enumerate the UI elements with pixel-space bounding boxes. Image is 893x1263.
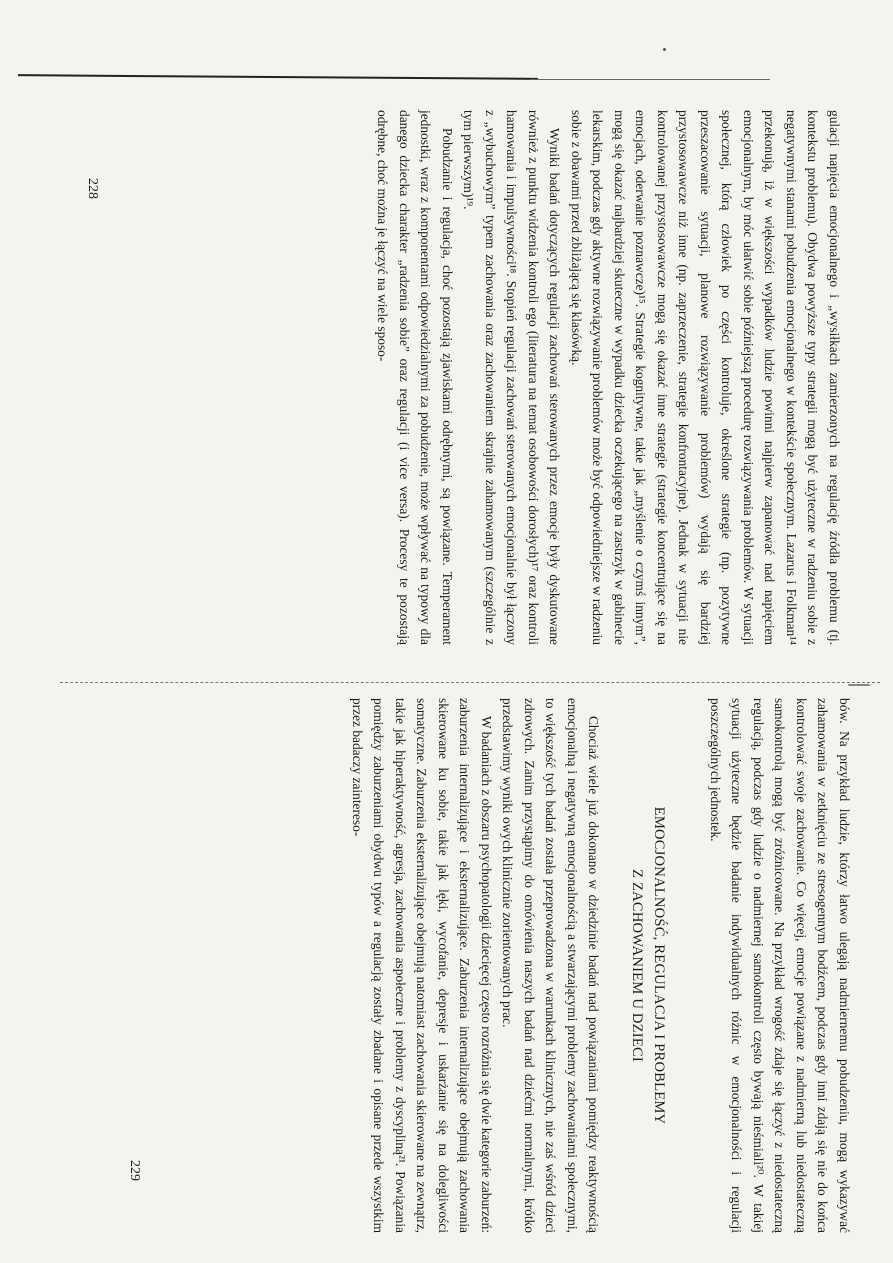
right-paragraph-2: W badaniach z obszaru psychopatologii dziecięcej często rozróżnia się dwie kategorie zaburzeń: zaburzenia internalizujące i eksternalizujące. Zaburzenia internalizujące obejmują zachowania skierowane ku sobie, takie jak lęki, wycofanie, depresje i uskarżanie się na dolegliwości somatyczne. Zaburzenia eksternalizujące obejmują natomiast zachowania skierowane na zewnątrz, takie jak hiperaktywność, agresja, zachowania aspołeczne i problemy z dyscypliną²¹. Powiązania pomiędzy zaburzeniami obydwu typów a regulacją zostały zbadane i opisane przede wszystkim przez badaczy zaintereso- [350,698,494,1233]
left-paragraph-1: gulacji napięcia emocjonalnego i „wysiłkach zamierzonych na regulację źródła problemu (tj. kontekstu problemu). Obydwa powyższe typy strategii mogą być użyteczne w radzeniu sobie z negatywnymi stanami pobudzenia emocjonalnego w kontekście społecznym. Lazarus i Folkman¹⁴ przekonują, iż w większości wypadków ludzie powinni najpierw zapanować nad napięciem emocjonalnym, by móc ułatwić sobie późniejszą procedurę rozwiązywania problemów. W sytuacji społecznej, którą człowiek po części kontroluje, określone strategie (np. pozytywne przeszacowanie sytuacji, planowe rozwiązywanie problemów) wydają się bardziej przystosowawcze niż inne (np. zaprzeczenie, strategie konfrontacyjne). Jednak w sytuacji nie kontrolowanej przystosowawcze mogą się okazać inne strategie (strategie koncentrujące się na emocjach, oderwanie poznawcze)¹⁵. Strategie kognitywne, takie jak „myślenie o czymś innym”, mogą się okazać najbardziej skuteczne w wypadku dziecka oczekującego na zastrzyk w gabinecie lekarskim, podczas gdy aktywne rozwiązywanie problemów może być odpowiedniejsze w radzeniu sobie z obawami przed zbliżającą się klasówką. [569,110,842,645]
section-heading-line-2: Z ZACHOWANIEM U DZIECI [629,869,646,1062]
left-paragraph-3: Pobudzanie i regulacja, choć pozostają zjawiskami odrębnymi, są powiązane. Temperament jednostki, wraz z komponentami odpowiedzialnymi za pobudzenie, może wpływać na typowy dla danego dziecka charakter „radzenia sobie” oraz regulacji (i vice versa). Procesy te pozostają odrębne, choć można je łączyć na wiele sposo- [375,110,455,645]
left-page-text [372,110,845,645]
scan-edge-line [18,74,538,80]
scan-speck [848,684,870,686]
scan-edge-line [530,79,770,80]
page-number-left: 228 [85,178,100,199]
section-heading-line-1: EMOCJONALNOŚĆ, REGULACJA I PROBLEMY [651,806,668,1125]
right-intro-paragraph: bów. Na przykład ludzie, którzy łatwo ulegają nadmiernemu pobudzeniu, mogą wykazywać zahamowania w zetknięciu ze stresogennym bodźcem, podczas gdy inni zdają się nie do końca kontrolować swoje zachowanie. Co więcej, emocje powiązane z nadmierną lub niedostateczną samokontrolą mogą być zróżnicowane. Na przykład wrogość zdaje się łączyć z niedostateczną regulacją, podczas gdy ludzie o nadmiernej samokontroli często bywają nieśmiali²⁰. W takiej sytuacji użyteczne będzie badanie indywidualnych różnic w emocjonalności i regulacji poszczególnych jednostek. [708,698,852,1233]
right-page [347,698,856,1233]
right-page-text [347,698,856,1233]
left-page [372,110,845,645]
right-paragraph-1: Chociaż wiele już dokonano w dziedzinie badań nad powiązaniami pomiędzy reaktywnością emocjonalną i negatywną emocjonalnością a stwarzającymi problemy zachowaniami społecznymi, to większość tych badań została przeprowadzona w warunkach klinicznych, nie zaś wśród dzieci zdrowych. Zanim przystąpimy do omówienia naszych badań nad dziećmi normalnymi, krótko przedstawimy wyniki owych klinicznie zorientowanych prac. [500,698,602,1233]
page-fold-line [60,682,880,683]
left-paragraph-2: Wyniki badań dotyczących regulacji zachowań sterowanych przez emocje były dyskutowane również z punktu widzenia kontroli ego (literatura na temat osobowości dorosłych)¹⁷ oraz kontroli hamowania i impulsywności¹⁸. Stopień regulacji zachowań sterowanych emocjonalnie był łączony z „wybuchowym” typem zachowania oraz zachowaniem skrajnie zahamowanym (szczególnie z tym pierwszym)¹⁹. [461,110,563,645]
page-number-right: 229 [127,1160,142,1181]
scan-speck [663,48,666,51]
